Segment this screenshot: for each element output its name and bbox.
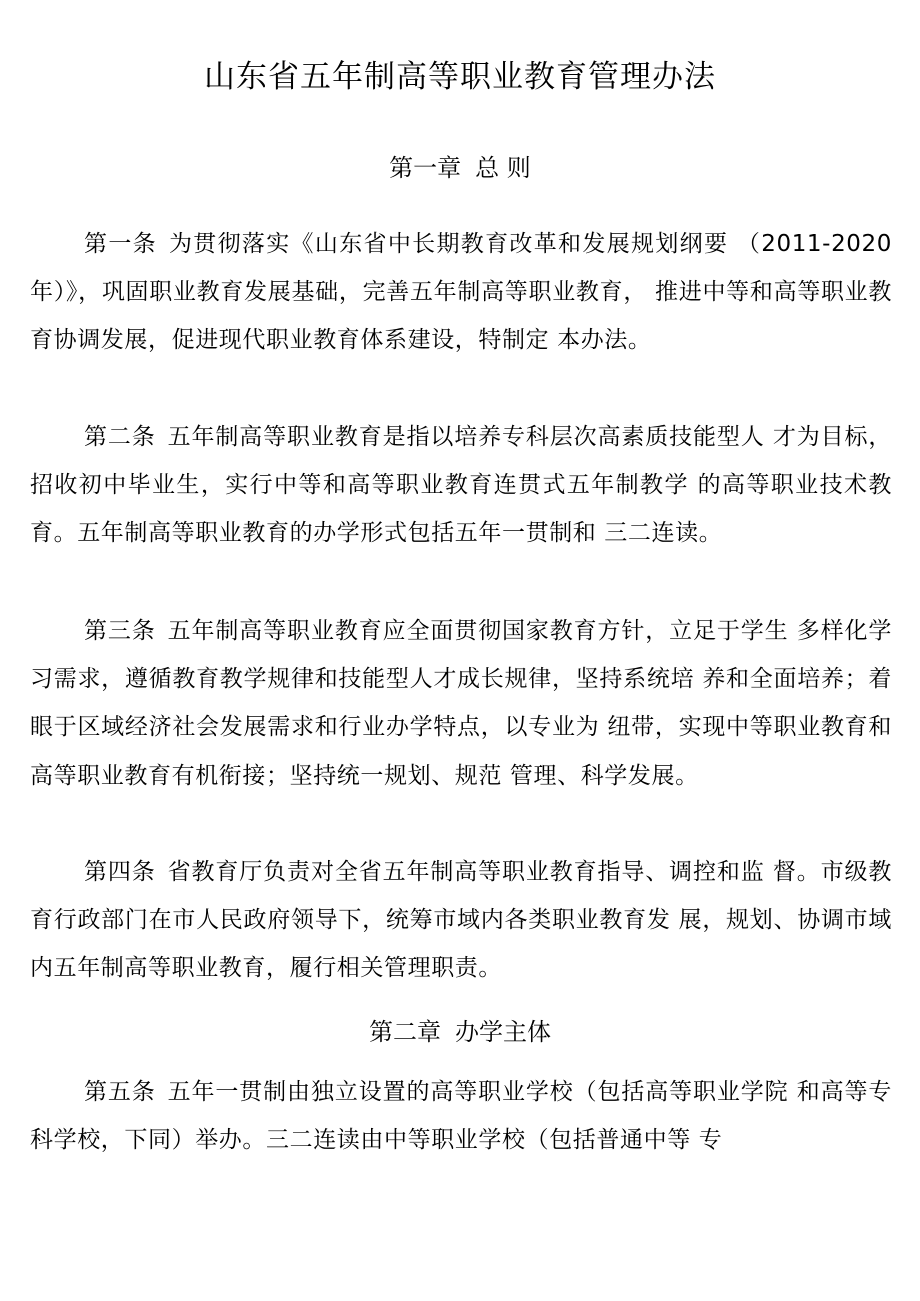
article-text: 五年一贯制由独立设置的高等职业学校（包括高等职业学院 和高等专科学校，下同）举办。三二连读由中等职业学校（包括普通中等 专 bbox=[30, 1079, 892, 1154]
article-number: 第四条 bbox=[84, 859, 156, 885]
article-number: 第三条 bbox=[84, 618, 156, 644]
chapter-name: 办学主体 bbox=[455, 1018, 551, 1046]
article-text: 省教育厅负责对全省五年制高等职业教育指导、调控和监 督。市级教育行政部门在市人民政府领导下，统筹市域内各类职业教育发 展，规划、协调市域内五年制高等职业教育，履行相关管理职责。 bbox=[30, 859, 892, 982]
article-number: 第一条 bbox=[84, 231, 157, 257]
article-paragraph bbox=[30, 413, 892, 558]
chapter-number: 第一章 bbox=[389, 154, 462, 182]
chapter-heading bbox=[0, 1012, 920, 1052]
chapter-name: 总 则 bbox=[475, 154, 531, 182]
article-text: 五年制高等职业教育是指以培养专科层次高素质技能型人 才为目标，招收初中毕业生，实行中等和高等职业教育连贯式五年制教学 的高等职业技术教育。五年制高等职业教育的办学形式包括五年一贯制和 三二连读。 bbox=[30, 424, 892, 547]
chapter-heading bbox=[0, 148, 920, 188]
article-text: 五年制高等职业教育应全面贯彻国家教育方针，立足于学生 多样化学习需求，遵循教育教学规律和技能型人才成长规律，坚持系统培 养和全面培养；着眼于区域经济社会发展需求和行业办学特点，以专业为 纽带，实现中等职业教育和高等职业教育有机衔接；坚持统一规划、规范 管理、科学发展。 bbox=[30, 618, 892, 789]
article-number: 第二条 bbox=[84, 424, 156, 450]
article-paragraph bbox=[30, 1068, 892, 1164]
article-paragraph bbox=[30, 607, 892, 800]
document-title: 山东省五年制高等职业教育管理办法 bbox=[204, 59, 716, 95]
chapter-number: 第二章 bbox=[369, 1018, 441, 1046]
article-text: 为贯彻落实《山东省中长期教育改革和发展规划纲要 （2011-2020 年）》，巩固职业教育发展基础，完善五年制高等职业教育， 推进中等和高等职业教育协调发展，促进现代职业教育体系建设，特制定 本办法。 bbox=[30, 231, 892, 354]
article-paragraph bbox=[30, 848, 892, 993]
article-number: 第五条 bbox=[84, 1079, 156, 1105]
article-paragraph bbox=[30, 220, 892, 365]
